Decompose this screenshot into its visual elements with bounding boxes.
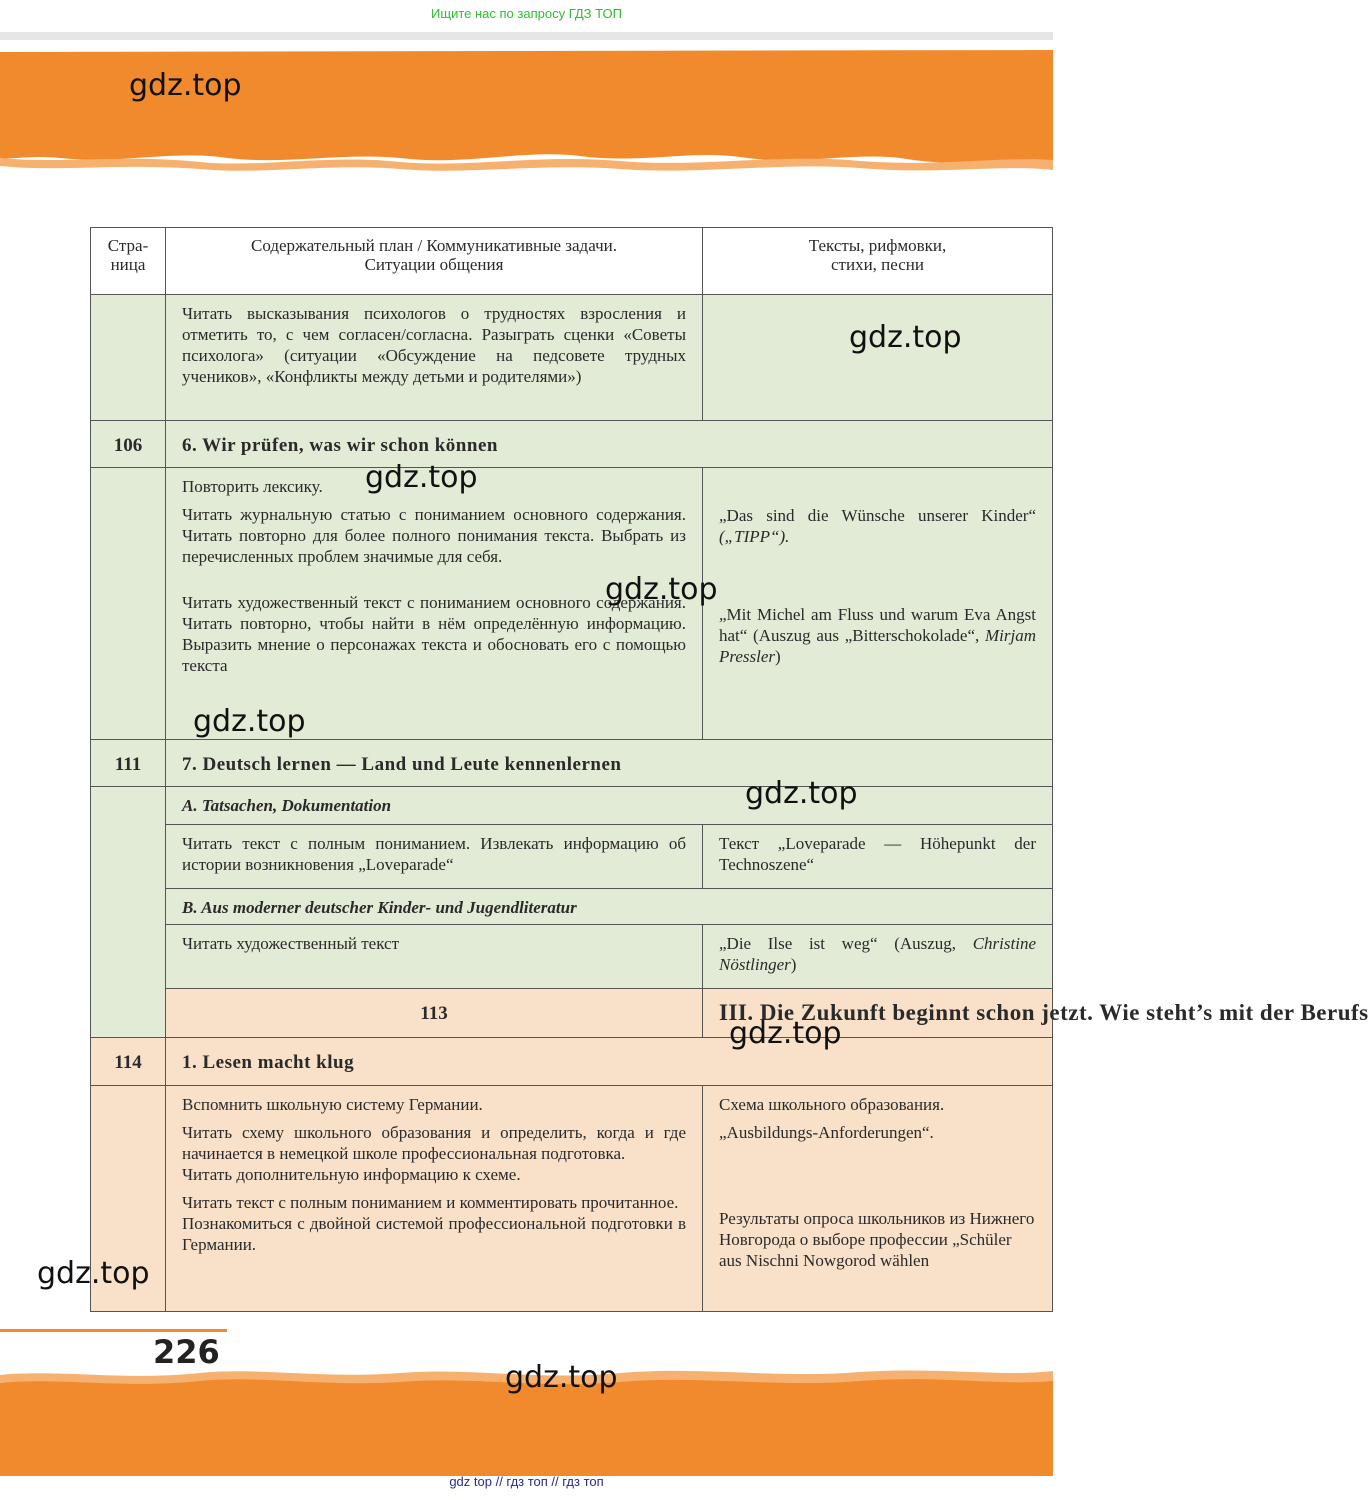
page-number-cell: 106 — [91, 421, 166, 468]
page-number-cell: 113 — [166, 989, 703, 1038]
header-page: Стра- ница — [91, 228, 166, 295]
plan-cell: Читать художественный текст — [166, 925, 703, 989]
table-row — [91, 1086, 1053, 1312]
table-row — [91, 468, 1053, 740]
subsection-title: A. Tatsachen, Dokumentation — [166, 787, 1053, 825]
page-number-cell: 114 — [91, 1038, 166, 1086]
watermark: gdz.top — [193, 704, 306, 739]
table-header-row — [91, 228, 1053, 295]
curriculum-table — [90, 227, 1369, 1312]
chapter-title: III. Die Zukunft beginnt schon jetzt. Wie steht’s mit der Berufs — [703, 989, 1053, 1038]
top-note: Ищите нас по запросу ГДЗ ТОП — [431, 6, 622, 21]
section-row-113 — [91, 989, 1053, 1038]
section-title: 7. Deutsch lernen — Land und Leute kennenlernen — [166, 740, 1053, 787]
plan-cell: Вспомнить школьную систему Германии. Читать схему школьного образования и определить, когда и где начинается в немецкой школе профессиональная подготовка. Читать дополнительную информацию к схеме. Читать текст с полным пониманием и комментировать прочитанное. Познакомиться с двойной системой профессиональной подготовки в Германии. — [166, 1086, 703, 1312]
section-title: 1. Lesen macht klug — [166, 1038, 1053, 1086]
watermark: gdz.top — [129, 68, 242, 103]
watermark: gdz.top — [849, 320, 962, 355]
header-content-plan: Содержательный план / Коммуникативные задачи. Ситуации общения — [166, 228, 703, 295]
plan-cell: Читать текст с полным пониманием. Извлекать информацию об истории возникновения „Loveparade“ — [166, 825, 703, 889]
section-row-106 — [91, 421, 1053, 468]
table-row — [91, 825, 1053, 889]
top-banner-decoration — [0, 40, 1053, 210]
watermark: gdz.top — [505, 1360, 618, 1395]
texts-cell: Схема школьного образования. „Ausbildungs-Anforderungen“. Результаты опроса школьников из Нижнего Новгорода о выборе профессии „Schüler aus Nischni Nowgorod wählen — [703, 1086, 1053, 1312]
watermark: gdz.top — [605, 572, 718, 607]
table-row — [91, 925, 1053, 989]
bottom-note: gdz top // гдз топ // гдз топ — [449, 1474, 604, 1489]
texts-cell: Текст „Loveparade — Höhepunkt der Technoszene“ — [703, 825, 1053, 889]
subsection-title: B. Aus moderner deutscher Kinder- und Jugendliteratur — [166, 889, 1053, 925]
plan-cell: Повторить лексику. Читать журнальную статью с пониманием основного содержания. Читать повторно для более полного понимания текста. Выбрать из перечисленных проблем значимые для себя. Читать художественный текст с пониманием основного содержания. Читать повторно, чтобы найти в нём определённую информацию. Выразить мнение о персонажах текста и обосновать его с помощью текста — [166, 468, 703, 740]
section-row-111 — [91, 740, 1053, 787]
texts-cell: „Das sind die Wünsche unserer Kinder“ („TIPP“). „Mit Michel am Fluss und warum Eva Angst hat“ (Auszug aus „Bitterschokolade“, Mirjam Pressler) — [703, 468, 1053, 740]
header-texts: Тексты, рифмовки, стихи, песни — [703, 228, 1053, 295]
watermark: gdz.top — [37, 1256, 150, 1291]
table-row — [91, 295, 1053, 421]
page-number: 226 — [153, 1333, 220, 1371]
subsection-row-a — [91, 787, 1053, 825]
section-row-114 — [91, 1038, 1053, 1086]
watermark: gdz.top — [365, 460, 478, 495]
section-title: 6. Wir prüfen, was wir schon können — [166, 421, 1053, 468]
texts-cell: „Die Ilse ist weg“ (Auszug, Christine Nöstlinger) — [703, 925, 1053, 989]
subsection-row-b — [91, 889, 1053, 925]
watermark: gdz.top — [729, 1016, 842, 1051]
watermark: gdz.top — [745, 776, 858, 811]
plan-cell: Читать высказывания психологов о трудностях взросления и отметить то, с чем согласен/согласна. Разыграть сценки «Советы психолога» (ситуации «Обсуждение на педсовете трудных учеников», «Конфликты между детьми и родителями») — [166, 295, 703, 421]
page-number-cell: 111 — [91, 740, 166, 787]
